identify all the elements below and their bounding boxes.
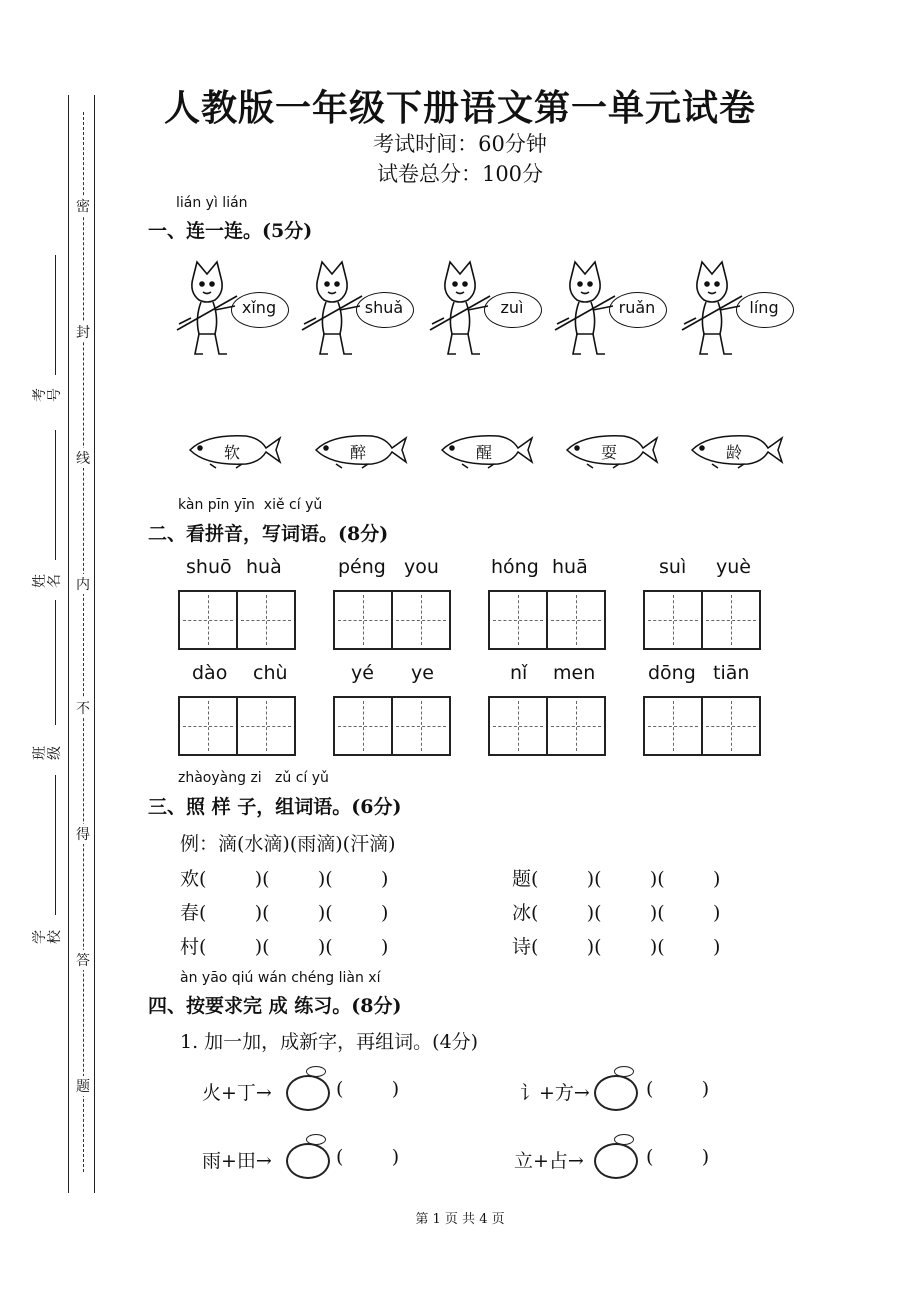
exam-time: 考试时间：60分钟 xyxy=(373,132,547,156)
word-row-right[interactable]: 题( )( )( ) xyxy=(512,868,721,890)
seal-char: 不 xyxy=(73,698,93,718)
word-row-left[interactable]: 村( )( )( ) xyxy=(180,936,389,958)
exam-number-line[interactable] xyxy=(55,255,56,375)
word-row-left[interactable]: 春( )( )( ) xyxy=(180,902,389,924)
subquestion-1: 1. 加一加，成新字，再组词。(4分) xyxy=(180,1031,479,1053)
formula: 雨+田→ xyxy=(202,1150,272,1172)
pinyin-syllable: suì xyxy=(659,556,687,578)
pinyin-syllable: chù xyxy=(253,662,288,684)
exam-title: 人教版一年级下册语文第一单元试卷 xyxy=(163,87,756,129)
page-footer: 第 1 页 共 4 页 xyxy=(415,1212,505,1227)
cat-card-3[interactable] xyxy=(428,258,548,372)
fish-card-3[interactable] xyxy=(438,430,534,474)
seal-char: 封 xyxy=(73,322,93,342)
cat-pinyin: ruǎn xyxy=(618,298,656,317)
formula: 讠+方→ xyxy=(520,1082,590,1104)
answer-circle[interactable] xyxy=(286,1075,330,1111)
pinyin-syllable: huā xyxy=(552,556,588,578)
pinyin-syllable: péng xyxy=(338,556,386,578)
writing-grid[interactable] xyxy=(178,590,296,650)
section4-pinyin: àn yāo qiú wán chéng liàn xí xyxy=(180,970,381,986)
cat-card-2[interactable] xyxy=(300,258,420,372)
seal-char: 答 xyxy=(73,950,93,970)
writing-grid[interactable] xyxy=(333,590,451,650)
margin-outer-line xyxy=(68,95,69,1193)
class-line[interactable] xyxy=(55,600,56,725)
pinyin-syllable: hóng xyxy=(491,556,539,578)
fish-char: 醉 xyxy=(349,443,366,462)
fish-char: 软 xyxy=(223,443,240,462)
pinyin-syllable: dào xyxy=(192,662,228,684)
school-line[interactable] xyxy=(55,775,56,915)
seal-char: 得 xyxy=(73,824,93,844)
formula: 立+占→ xyxy=(514,1150,584,1172)
answer-blank[interactable]: ( ) xyxy=(646,1146,710,1168)
writing-grid[interactable] xyxy=(643,696,761,756)
word-row-right[interactable]: 诗( )( )( ) xyxy=(512,936,721,958)
section2-title: 二、看拼音，写词语。(8分) xyxy=(148,523,389,545)
pinyin-syllable: yé xyxy=(351,662,374,684)
writing-grid[interactable] xyxy=(178,696,296,756)
fish-card-4[interactable] xyxy=(563,430,659,474)
section1-title: 一、连一连。(5分) xyxy=(148,220,313,242)
pinyin-syllable: ye xyxy=(411,662,434,684)
pinyin-syllable: men xyxy=(553,662,596,684)
section3-title: 三、照 样 子，组词语。(6分) xyxy=(148,796,402,818)
cat-pinyin: xǐng xyxy=(241,298,277,317)
answer-circle[interactable] xyxy=(286,1143,330,1179)
formula: 火+丁→ xyxy=(202,1082,272,1104)
seal-char: 内 xyxy=(73,574,93,594)
answer-blank[interactable]: ( ) xyxy=(336,1146,400,1168)
cat-card-1[interactable] xyxy=(175,258,295,372)
seal-char: 线 xyxy=(73,448,93,468)
fish-char: 醒 xyxy=(475,443,492,462)
margin-inner-line xyxy=(94,95,95,1193)
answer-blank[interactable]: ( ) xyxy=(646,1078,710,1100)
writing-grid[interactable] xyxy=(643,590,761,650)
seal-char: 密 xyxy=(73,196,93,216)
cat-pinyin: zuì xyxy=(500,298,524,317)
fish-card-1[interactable] xyxy=(186,430,282,474)
school-label: 学校 xyxy=(32,930,63,944)
word-row-right[interactable]: 冰( )( )( ) xyxy=(512,902,721,924)
class-label: 班级 xyxy=(32,746,63,760)
writing-grid[interactable] xyxy=(488,696,606,756)
pinyin-syllable: nǐ xyxy=(510,662,528,684)
section3-pinyin: zhàoyàng zi zǔ cí yǔ xyxy=(178,770,329,786)
example-line: 例：滴(水滴)(雨滴)(汗滴) xyxy=(180,833,396,855)
cat-pinyin: líng xyxy=(749,298,779,317)
fish-card-5[interactable] xyxy=(688,430,784,474)
answer-circle[interactable] xyxy=(594,1075,638,1111)
cat-card-4[interactable] xyxy=(553,258,673,372)
answer-blank[interactable]: ( ) xyxy=(336,1078,400,1100)
word-row-left[interactable]: 欢( )( )( ) xyxy=(180,868,389,890)
section4-title: 四、按要求完 成 练习。(8分) xyxy=(148,995,402,1017)
cat-card-5[interactable] xyxy=(680,258,800,372)
pinyin-syllable: you xyxy=(404,556,439,578)
total-score: 试卷总分：100分 xyxy=(376,162,544,186)
section2-pinyin: kàn pīn yīn xiě cí yǔ xyxy=(178,497,323,513)
name-label: 姓名 xyxy=(32,574,63,588)
cat-pinyin: shuǎ xyxy=(364,298,404,317)
pinyin-syllable: huà xyxy=(246,556,282,578)
pinyin-syllable: yuè xyxy=(716,556,751,578)
writing-grid[interactable] xyxy=(333,696,451,756)
pinyin-syllable: dōng xyxy=(648,662,696,684)
fish-char: 龄 xyxy=(725,443,742,462)
exam-number-label: 考号 xyxy=(32,388,63,402)
seal-dashed-line xyxy=(83,112,84,1172)
answer-circle[interactable] xyxy=(594,1143,638,1179)
fish-char: 耍 xyxy=(600,443,617,462)
writing-grid[interactable] xyxy=(488,590,606,650)
pinyin-syllable: tiān xyxy=(713,662,750,684)
name-line[interactable] xyxy=(55,430,56,560)
pinyin-syllable: shuō xyxy=(186,556,232,578)
section1-pinyin: lián yì lián xyxy=(176,195,248,211)
seal-char: 题 xyxy=(73,1076,93,1096)
fish-card-2[interactable] xyxy=(312,430,408,474)
